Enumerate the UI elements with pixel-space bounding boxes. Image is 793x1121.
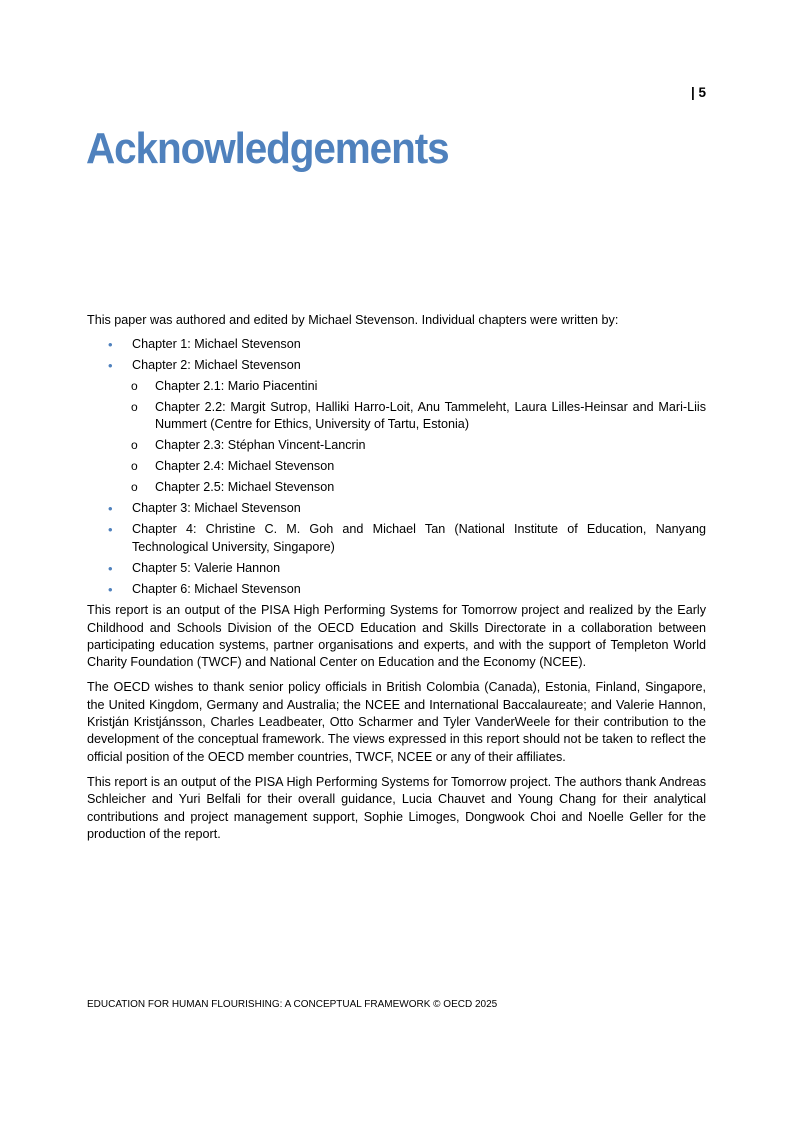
- subchapter-text: Chapter 2.3: Stéphan Vincent-Lancrin: [155, 438, 366, 453]
- body-paragraph: The OECD wishes to thank senior policy officials in British Colombia (Canada), Estonia, Finland, Singapore, the United Kingdom, Germany and Australia; the NCEE and International Baccalaureate; and Valerie Hannon, Kristján Kristjánsson, Charles Leadbeater, Otto Scharmer and Tyler VanderWeele for their contribution to the development of the conceptual framework. The views expressed in this report should not be taken to reflect the official position of the OECD member countries, TWCF, NCEE or any of their affiliates.: [87, 680, 706, 764]
- circle-bullet-icon: o: [131, 480, 138, 495]
- subchapter-text: Chapter 2.4: Michael Stevenson: [155, 459, 335, 474]
- subchapter-list: [110, 378, 706, 497]
- chapter-text: Chapter 2: Michael Stevenson: [132, 357, 301, 372]
- subchapter-item: [110, 437, 706, 454]
- bullet-icon: •: [108, 336, 113, 352]
- chapter-item: [87, 560, 706, 577]
- subchapter-text: Chapter 2.2: Margit Sutrop, Halliki Harro-Loit, Anu Tammeleht, Laura Lilles-Heinsar and Mari-Liis Nummert (Centre for Ethics, University of Tartu, Estonia): [155, 399, 706, 432]
- body-paragraph: This report is an output of the PISA High Performing Systems for Tomorrow project. The authors thank Andreas Schleicher and Yuri Belfali for their overall guidance, Lucia Chauvet and Young Chang for their analytical contributions and project management support, Sophie Limoges, Dongwook Choi and Noelle Geller for the production of the report.: [87, 774, 706, 841]
- circle-bullet-icon: o: [131, 378, 138, 393]
- chapter-item: [87, 357, 706, 497]
- chapter-text: Chapter 1: Michael Stevenson: [132, 336, 301, 351]
- subchapter-item: [110, 378, 706, 395]
- chapter-text: Chapter 4: Christine C. M. Goh and Michael Tan (National Institute of Education, Nanyang Technological University, Singapore): [132, 522, 706, 554]
- chapter-item: [87, 581, 706, 598]
- chapter-text: Chapter 6: Michael Stevenson: [132, 581, 301, 596]
- subchapter-item: [110, 458, 706, 475]
- body-paragraphs: [87, 602, 706, 843]
- circle-bullet-icon: o: [131, 399, 138, 414]
- bullet-icon: •: [108, 357, 113, 373]
- page-number: | 5: [690, 85, 706, 100]
- subchapter-text: Chapter 2.1: Mario Piacentini: [155, 378, 318, 393]
- chapter-list: [87, 336, 706, 598]
- circle-bullet-icon: o: [131, 459, 138, 474]
- subchapter-text: Chapter 2.5: Michael Stevenson: [155, 480, 335, 495]
- intro-text: This paper was authored and edited by Michael Stevenson. Individual chapters were written by:: [87, 313, 619, 327]
- page-footer: EDUCATION FOR HUMAN FLOURISHING: A CONCEPTUAL FRAMEWORK © OECD 2025: [87, 999, 498, 1010]
- body-paragraph: This report is an output of the PISA High Performing Systems for Tomorrow project and realized by the Early Childhood and Schools Division of the OECD Education and Skills Directorate in a collaboration between participating education systems, partner organisations and experts, and with the support of Templeton World Charity Foundation (TWCF) and National Center on Education and the Economy (NCEE).: [87, 603, 706, 670]
- bullet-icon: •: [108, 522, 113, 538]
- circle-bullet-icon: o: [131, 438, 138, 453]
- chapter-text: Chapter 3: Michael Stevenson: [132, 501, 301, 516]
- bullet-icon: •: [108, 581, 113, 597]
- chapter-text: Chapter 5: Valerie Hannon: [132, 560, 281, 575]
- page-title: Acknowledgements: [86, 124, 449, 173]
- chapter-item: [87, 336, 706, 353]
- chapter-item: [87, 521, 706, 556]
- document-body: [87, 312, 706, 851]
- bullet-icon: •: [108, 560, 113, 576]
- subchapter-item: [110, 479, 706, 496]
- chapter-item: [87, 500, 706, 517]
- subchapter-item: [110, 399, 706, 434]
- bullet-icon: •: [108, 501, 113, 517]
